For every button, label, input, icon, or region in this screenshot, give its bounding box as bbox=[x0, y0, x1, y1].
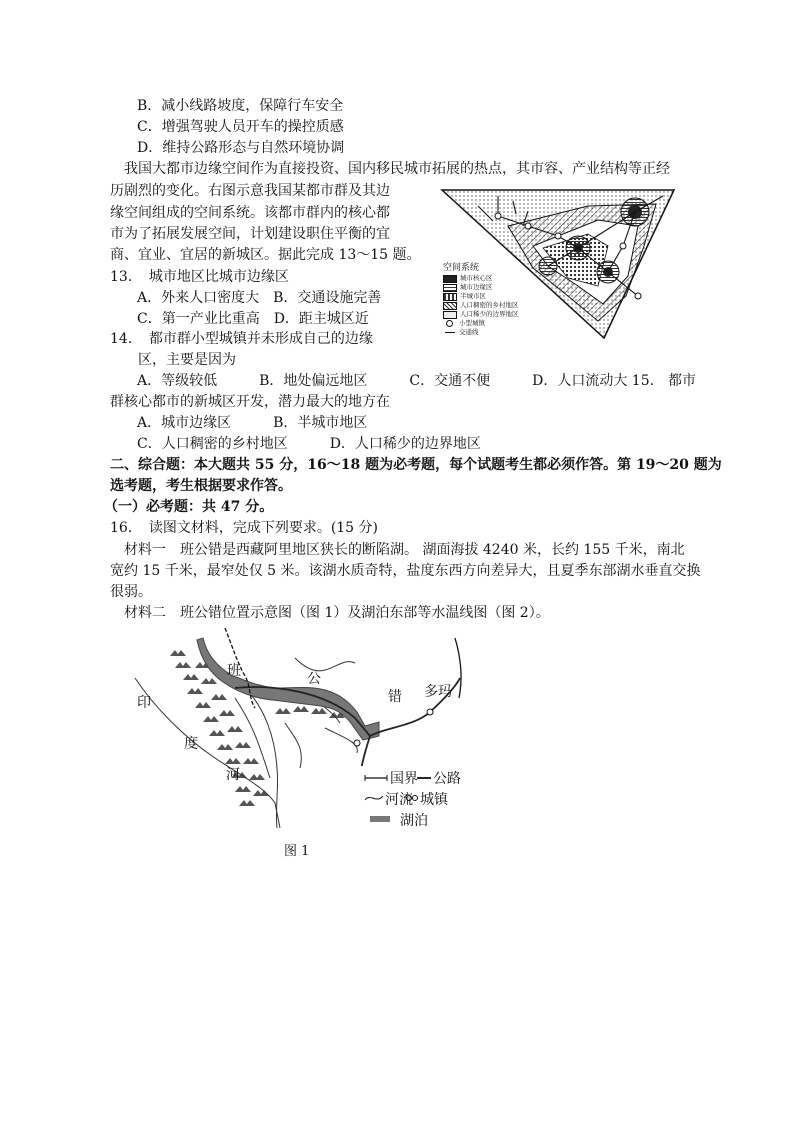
q13-stem: 13． 城市地区比城市边缘区 bbox=[110, 269, 289, 285]
legend-label: 城市核心区 bbox=[460, 274, 493, 282]
q13-options-cd: C．第一产业比重高 D．距主城区近 bbox=[137, 311, 369, 327]
map-label-ban: 班 bbox=[227, 663, 241, 679]
legend-swatch-semi-urban bbox=[443, 293, 457, 301]
legend-label: 人口稀少的边界地区 bbox=[460, 310, 519, 318]
map-legend-river: 河流 bbox=[385, 792, 413, 808]
q14-stem-2: 区，主要是因为 bbox=[138, 352, 236, 368]
legend-swatch-rural-dense bbox=[443, 302, 457, 310]
legend-item-small-town bbox=[443, 319, 553, 328]
diagram-legend bbox=[443, 262, 553, 337]
legend-title: 空间系统 bbox=[443, 263, 480, 273]
line-icon bbox=[445, 332, 455, 333]
intro-line-4: 市为了拓展发展空间，计划建设职住平衡的宜 bbox=[110, 226, 390, 242]
map-legend-town: 城镇 bbox=[420, 792, 448, 808]
map-label-gong: 公 bbox=[307, 671, 321, 687]
q16-material-2: 材料二 班公错位置示意图（图 1）及湖泊东部等水温线图（图 2）。 bbox=[124, 605, 550, 621]
legend-label: 人口稠密的乡村地区 bbox=[460, 301, 519, 309]
intro-line-2: 历剧烈的变化。右图示意我国某都市群及其边 bbox=[110, 183, 390, 199]
q13-options-ab: A．外来人口密度大 B．交通设施完善 bbox=[137, 290, 382, 306]
legend-swatch-urban-core bbox=[443, 275, 457, 283]
legend-item-urban-core bbox=[443, 274, 553, 283]
legend-label: 小型城镇 bbox=[459, 319, 485, 327]
intro-line-5: 商、宜业、宜居的新城区。据此完成 13～15 题。 bbox=[110, 247, 421, 263]
legend-label: 城市边缘区 bbox=[460, 283, 493, 291]
lake-legend-swatch bbox=[370, 816, 390, 822]
town-marker bbox=[427, 709, 433, 715]
legend-item-semi-urban bbox=[443, 292, 553, 301]
map-label-cuo: 错 bbox=[388, 689, 402, 705]
q16-material-1-b: 宽约 15 千米，最窄处仅 5 米。该湖水质奇特，盐度东西方向差异大，且夏季东部湖水垂直交换 bbox=[110, 563, 701, 579]
legend-item-border-sparse bbox=[443, 310, 553, 319]
intro-line-3: 缘空间组成的空间系统。该都市群内的核心都 bbox=[110, 205, 390, 221]
circle-icon bbox=[446, 320, 453, 327]
figure-1-caption: 图 1 bbox=[284, 844, 310, 859]
intro-line-1: 我国大都市边缘空间作为直接投资、国内移民城市拓展的热点，其市容、产业结构等正经 bbox=[124, 161, 670, 177]
q12-option-b: B．减小线路坡度，保障行车安全 bbox=[137, 98, 344, 114]
q16-stem: 16． 读图文材料，完成下列要求。(15 分) bbox=[110, 520, 379, 536]
section-2-heading-2: 选考题，考生根据要求作答。 bbox=[110, 478, 292, 494]
map-label-duoma: 多玛 bbox=[424, 684, 452, 700]
map-label-he: 河 bbox=[226, 767, 240, 783]
map-legend-border: 国界 bbox=[390, 771, 418, 787]
legend-label: 交通线 bbox=[459, 328, 479, 336]
legend-item-transport bbox=[443, 328, 553, 337]
bangong-lake-map bbox=[125, 628, 470, 833]
q12-option-c: C．增强驾驶人员开车的操控质感 bbox=[137, 119, 344, 135]
map-label-du: 度 bbox=[184, 736, 198, 752]
legend-label: 半城市区 bbox=[460, 292, 486, 300]
q15-options-ab: A．城市边缘区 B．半城市地区 bbox=[137, 415, 368, 431]
national-border-east bbox=[455, 638, 461, 698]
legend-item-rural-dense bbox=[443, 301, 553, 310]
map-label-yin: 印 bbox=[137, 695, 151, 711]
legend-swatch-border-sparse bbox=[443, 311, 457, 319]
q15-options-cd: C．人口稠密的乡村地区 D．人口稀少的边界地区 bbox=[137, 436, 481, 452]
map-legend-lake: 湖泊 bbox=[400, 813, 428, 829]
legend-item-urban-edge bbox=[443, 283, 553, 292]
q16-material-1-c: 很弱。 bbox=[110, 584, 152, 600]
section-2-subheading: （一）必考题：共 47 分。 bbox=[104, 499, 274, 515]
q12-option-d: D．维持公路形态与自然环境协调 bbox=[137, 140, 345, 156]
town-legend-icon bbox=[413, 796, 418, 801]
q14-stem-1: 14． 都市群小型城镇并未形成自己的边缘 bbox=[110, 331, 373, 347]
section-2-heading-1: 二、综合题：本大题共 55 分，16～18 题为必考题，每个试题考生都必须作答。第 19～20 题为 bbox=[110, 457, 722, 473]
q15-stem: 群核心都市的新城区开发，潜力最大的地方在 bbox=[110, 394, 390, 410]
q14-options: A．等级较低 B．地处偏远地区 C．交通不便 D．人口流动大 15. 都市 bbox=[137, 373, 697, 389]
q16-material-1-a: 材料一 班公错是西藏阿里地区狭长的断陷湖。 湖面海拔 4240 米，长约 155 千米，南北 bbox=[124, 542, 685, 558]
legend-swatch-urban-edge bbox=[443, 284, 457, 292]
town-marker bbox=[354, 740, 360, 746]
map-legend-road: 公路 bbox=[433, 771, 461, 787]
